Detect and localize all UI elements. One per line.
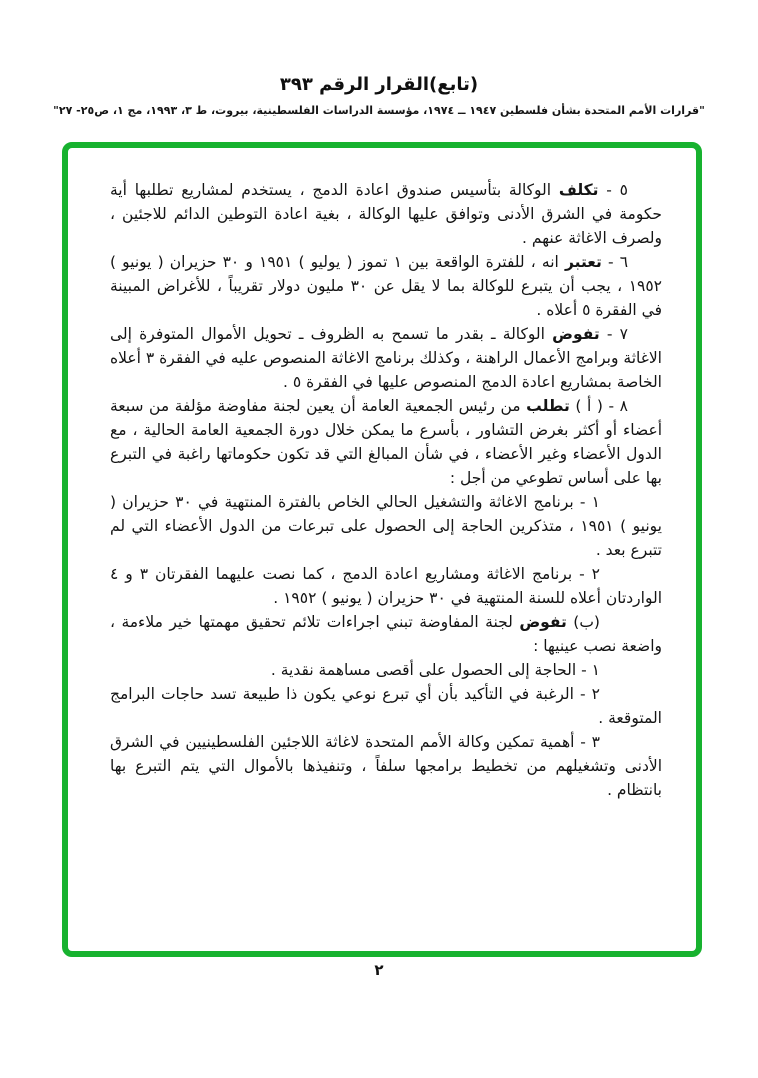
paragraph-clause-7 [110,322,662,394]
clause-lead-word: تفوض [519,613,567,631]
clause-number: ٣ - [574,733,600,751]
clause-text: من رئيس الجمعية العامة أن يعين لجنة مفاوضة مؤلفة من سبعة أعضاء أو أكثر بغرض التشاور ، بأسرع ما يمكن خلال دورة الجمعية العامة الحالية ، مع الدول الأعضاء وغير الأعضاء ، في شأن المبالغ التي قد تكون حكوماتها راغبة في التبرع بها على أساس تطوعي من أجل : [110,397,662,487]
paragraph-clause-6 [110,250,662,322]
clause-number: ٢ - [573,685,600,703]
subitem-b2 [110,682,662,730]
clause-number: ٦ - [601,253,629,271]
source-citation: "قرارات الأمم المتحدة بشأن فلسطين ١٩٤٧ ــ ١٩٧٤، مؤسسة الدراسات الفلسطينية، بيروت، ط ٣، ١٩٩٣، مج ١، ص٢٥- ٢٧" [53,104,705,117]
clause-number: ١ - [573,493,600,511]
paragraph-clause-8b [110,610,662,658]
subitem-1 [110,490,662,562]
clause-text: الوكالة بتأسيس صندوق اعادة الدمج ، يستخدم لمشاريع تطلبها أية حكومة في الشرق الأدنى وتوافق عليها الوكالة ، بغية اعادة التوطين الدائم للاجئين ، ولصرف الاغاثة عنهم . [110,181,662,247]
green-border-frame [62,142,702,957]
clause-number: ٥ - [598,181,628,199]
clause-text: أهمية تمكين وكالة الأمم المتحدة لاغاثة اللاجئين الفلسطينيين في الشرق الأدنى وتشغيلهم من تخطيط برامجها سلفاً ، وتنفيذها بالأموال التي يتم التبرع بها بانتظام . [110,733,662,799]
page-header [0,0,758,117]
clause-text: الرغبة في التأكيد بأن أي تبرع نوعي يكون ذا طبيعة تسد حاجات البرامج المتوقعة . [110,685,662,727]
subitem-b1 [110,658,662,682]
clause-number: ٧ - [599,325,628,343]
clause-number: ٨ - ( أ ) [569,397,628,415]
clause-number: ٢ - [572,565,600,583]
clause-lead-word: تعتبر [564,253,602,271]
clause-text: لجنة المفاوضة تبني اجراءات تلائم تحقيق مهمتها خير ملاءمة ، واضعة نصب عينيها : [110,613,662,655]
clause-text: برنامج الاغاثة ومشاريع اعادة الدمج ، كما نصت عليهما الفقرتان ٣ و ٤ الواردتان أعلاه للسنة المنتهية في ٣٠ حزيران ( يونيو ) ١٩٥٢ . [110,565,662,607]
resolution-title: (تابع)القرار الرقم ٣٩٣ [279,74,479,95]
resolution-body-text [68,148,696,802]
paragraph-clause-8a [110,394,662,490]
subitem-2 [110,562,662,610]
clause-number: ١ - [576,661,600,679]
subitem-b3 [110,730,662,802]
clause-text: برنامج الاغاثة والتشغيل الحالي الخاص بالفترة المنتهية في ٣٠ حزيران ( يونيو ) ١٩٥١ ، متذكرين الحاجة إلى الحصول على تبرعات من الدول الأعضاء التي لم تتبرع بعد . [110,493,662,559]
clause-text: انه ، للفترة الواقعة بين ١ تموز ( يوليو ) ١٩٥١ و ٣٠ حزيران ( يونيو ) ١٩٥٢ ، يجب أن يتبرع للوكالة بما لا يقل عن ٣٠ مليون دولار تقريباً ، للأغراض المبينة في الفقرة ٥ أعلاه . [110,253,662,319]
clause-lead-word: تفوض [552,325,600,343]
clause-number: (ب) [566,613,600,631]
clause-lead-word: تكلف [558,181,599,199]
page-number: ٢ [374,961,384,979]
clause-lead-word: تطلب [526,397,570,415]
clause-text: الحاجة إلى الحصول على أقصى مساهمة نقدية . [270,661,577,679]
paragraph-clause-5 [110,178,662,250]
clause-text: الوكالة ـ بقدر ما تسمح به الظروف ـ تحويل الأموال المتوفرة إلى الاغاثة وبرامج الأعمال الراهنة ، وكذلك برنامج الاغاثة المنصوص عليه في الفقرة ٣ أعلاه الخاصة بمشاريع اعادة الدمج المنصوص عليها في الفقرة ٥ . [110,325,662,391]
